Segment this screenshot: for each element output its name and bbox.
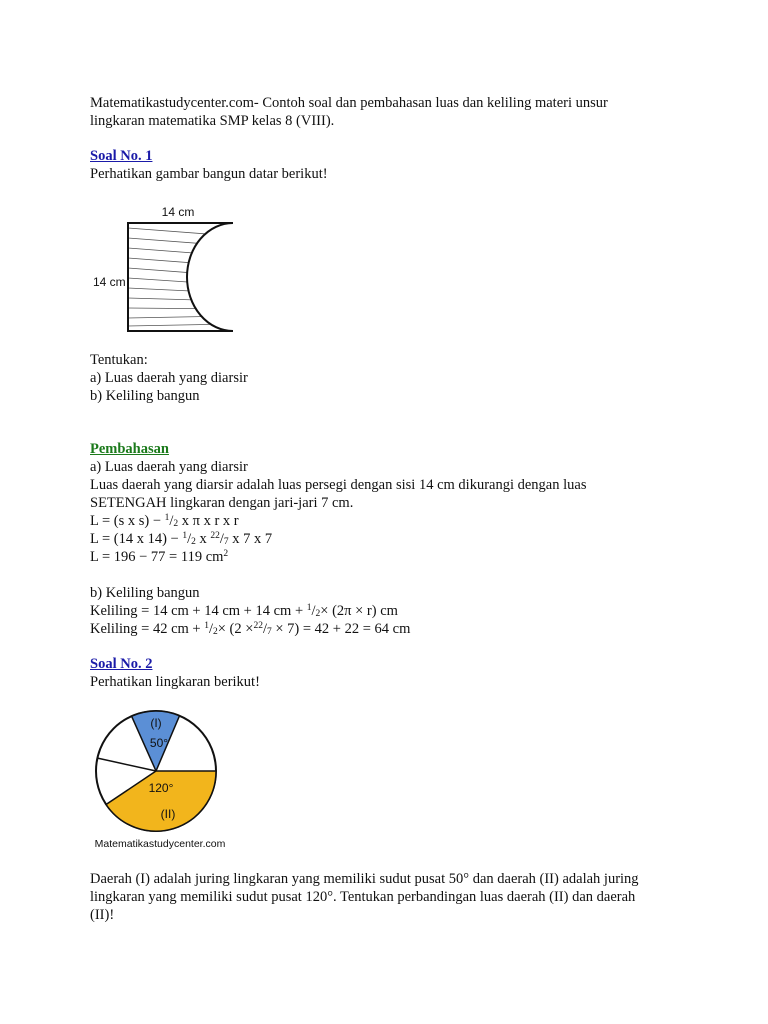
formula-line-1: L = (s x $s) - ^1/_2$ x π x r x r [90, 513, 239, 529]
hatched-region [128, 228, 233, 326]
answer-a-title: a) Luas daerah yang diarsir [90, 459, 248, 475]
formula-line-3: L = 196 − 77 = 119 $cm^2$ [90, 549, 229, 565]
soal-1-prompt: Perhatikan gambar bangun datar berikut! [90, 166, 328, 182]
tentukan-label: Tentukan: [90, 352, 148, 368]
soal-2-text-1: Daerah (I) adalah juring lingkaran yang memiliki sudut pusat 50° dan daerah (II) adalah juring [90, 871, 639, 887]
circle-sectors-figure [88, 700, 238, 855]
answer-a-desc-2: SETENGAH lingkaran dengan jari-jari 7 cm. [90, 495, 354, 511]
soal-2-text-3: (II)! [90, 907, 115, 923]
square-semicircle-figure [88, 200, 248, 340]
top-side-label: 14 cm [161, 205, 195, 219]
question-a: a) Luas daerah yang diarsir [90, 370, 248, 386]
semicircle-arc [187, 223, 233, 331]
sector-I-label: (I) [150, 716, 162, 730]
soal-1-heading[interactable]: Soal No. 1 [90, 148, 153, 164]
intro-line-2: lingkaran matematika SMP kelas 8 (VIII). [90, 113, 335, 129]
question-b: b) Keliling bangun [90, 388, 200, 404]
pembahasan-heading[interactable]: Pembahasan [90, 441, 169, 457]
keliling-line-2: Keliling = 42 cm + $^1/_2\times (2 \times^{22}/_7 \times 7) = 42 + 22 = 64$ cm [90, 621, 411, 637]
formula-line-2: L = (14 x $14) - ^1/_2$ x $^{22}/_7$ x 7 x 7 [90, 531, 273, 547]
sector-I-angle: 50° [149, 736, 169, 750]
intro-line-1: Matematikastudycenter.com- Contoh soal dan pembahasan luas dan keliling materi unsur [90, 95, 608, 111]
soal-2-heading[interactable]: Soal No. 2 [90, 656, 153, 672]
sector-II-label: (II) [160, 807, 176, 821]
keliling-line-1: Keliling = 14 cm + 14 cm + 14 cm + $^1/_2\times (2\pi \times r)$ cm [90, 603, 398, 619]
left-side-label: 14 cm [93, 275, 126, 289]
answer-a-desc-1: Luas daerah yang diarsir adalah luas persegi dengan sisi 14 cm dikurangi dengan luas [90, 477, 587, 493]
answer-b-title: b) Keliling bangun [90, 585, 200, 601]
soal-2-text-2: lingkaran yang memiliki sudut pusat 120°. Tentukan perbandingan luas daerah (II) dan daerah [90, 889, 636, 905]
watermark-text: Matematikastudycenter.com [94, 838, 226, 850]
soal-2-prompt: Perhatikan lingkaran berikut! [90, 674, 260, 690]
sector-II-angle: 120° [148, 781, 174, 795]
